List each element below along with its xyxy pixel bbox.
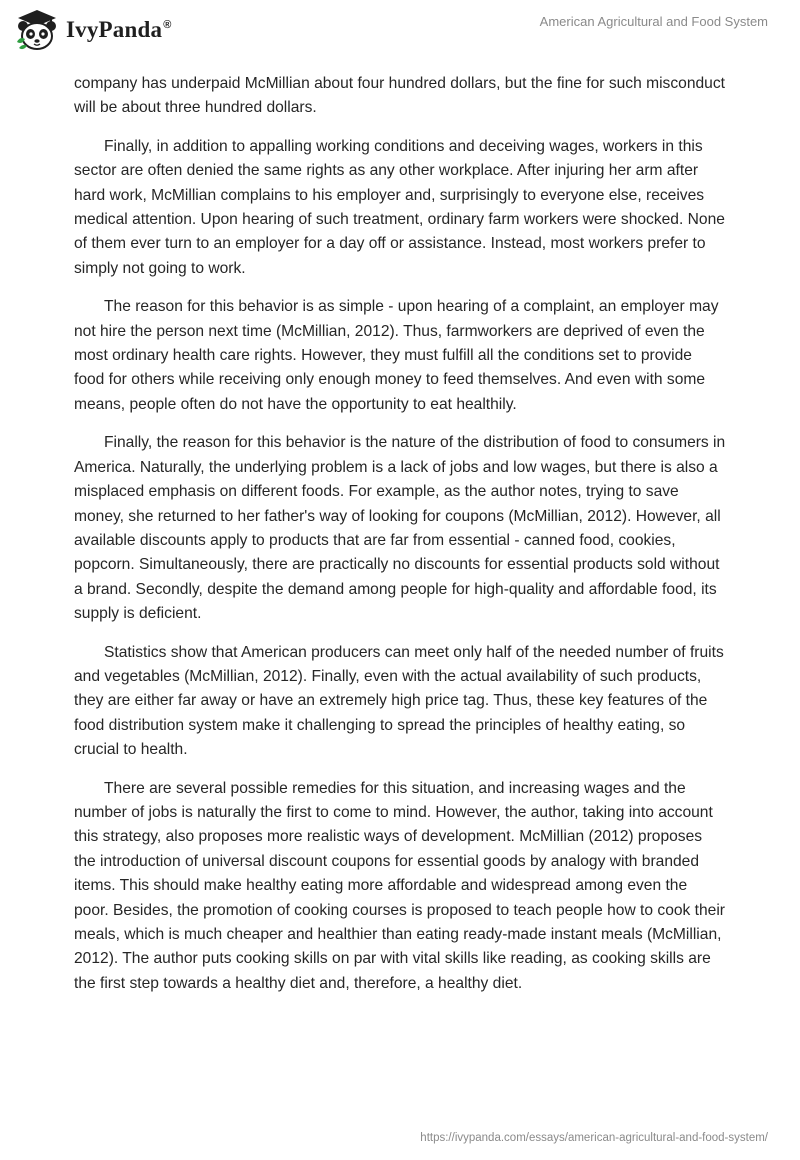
panda-logo-icon [14, 8, 60, 52]
page-header [0, 0, 800, 64]
essay-body [74, 72, 726, 1010]
document-title: American Agricultural and Food System [539, 14, 768, 29]
source-url-link[interactable]: https://ivypanda.com/essays/american-agricultural-and-food-system/ [420, 1132, 768, 1144]
registered-mark: ® [163, 19, 172, 32]
paragraph-1: company has underpaid McMillian about four hundred dollars, but the fine for such misconduct will be about three hundred dollars. [74, 75, 725, 117]
brand-name-text: IvyPanda [66, 17, 163, 42]
ivypanda-logo[interactable] [14, 8, 172, 52]
paragraph-3: The reason for this behavior is as simple - upon hearing of a complaint, an employer may not hire the person next time (McMillian, 2012). Thus, farmworkers are deprived of even the most ordinary health care rights. However, they must fulfill all the conditions set to provide food for others while receiving only enough money to feed themselves. And even with some means, people often do not have the opportunity to eat healthily. [74, 298, 719, 413]
brand-name [66, 17, 172, 43]
paragraph-5: Statistics show that American producers can meet only half of the needed number of fruits and vegetables (McMillian, 2012). Finally, even with the actual availability of such products, they are either far away or have an extremely high price tag. Thus, these key features of the food distribution system make it challenging to spread the principles of healthy eating, so crucial to health. [74, 643, 724, 759]
paragraph-6: There are several possible remedies for this situation, and increasing wages and the number of jobs is naturally the first to come to mind. However, the author, taking into account this strategy, also proposes more realistic ways of development. McMillian (2012) proposes the introduction of universal discount coupons for essential goods by analogy with branded items. This should make healthy eating more affordable and widespread among even the poor. Besides, the promotion of cooking courses is proposed to teach people how to cook their meals, which is much cheaper and healthier than eating ready-made instant meals (McMillian, 2012). The author puts cooking skills on par with vital skills like reading, as cooking skills are the first step towards a healthy diet and, therefore, a healthy diet. [74, 779, 726, 992]
paragraph-2: Finally, in addition to appalling working conditions and deceiving wages, workers in this sector are often denied the same rights as any other workplace. After injuring her arm after hard work, McMillian complains to his employer and, surprisingly to everyone else, receives medical attention. Upon hearing of such treatment, ordinary farm workers were shocked. None of them ever turn to an employer for a day off or assistance. Instead, most workers prefer to simply not going to work. [74, 137, 725, 277]
paragraph-4: Finally, the reason for this behavior is the nature of the distribution of food to consumers in America. Naturally, the underlying problem is a lack of jobs and low wages, but there is also a misplaced emphasis on different foods. For example, as the author notes, trying to save money, she returned to her father's way of looking for coupons (McMillian, 2012). However, all available discounts apply to products that are far from essential - canned food, cookies, popcorn. Simultaneously, there are practically no discounts for essential products sold without a brand. Secondly, despite the demand among people for high-quality and affordable food, its supply is deficient. [74, 434, 726, 623]
